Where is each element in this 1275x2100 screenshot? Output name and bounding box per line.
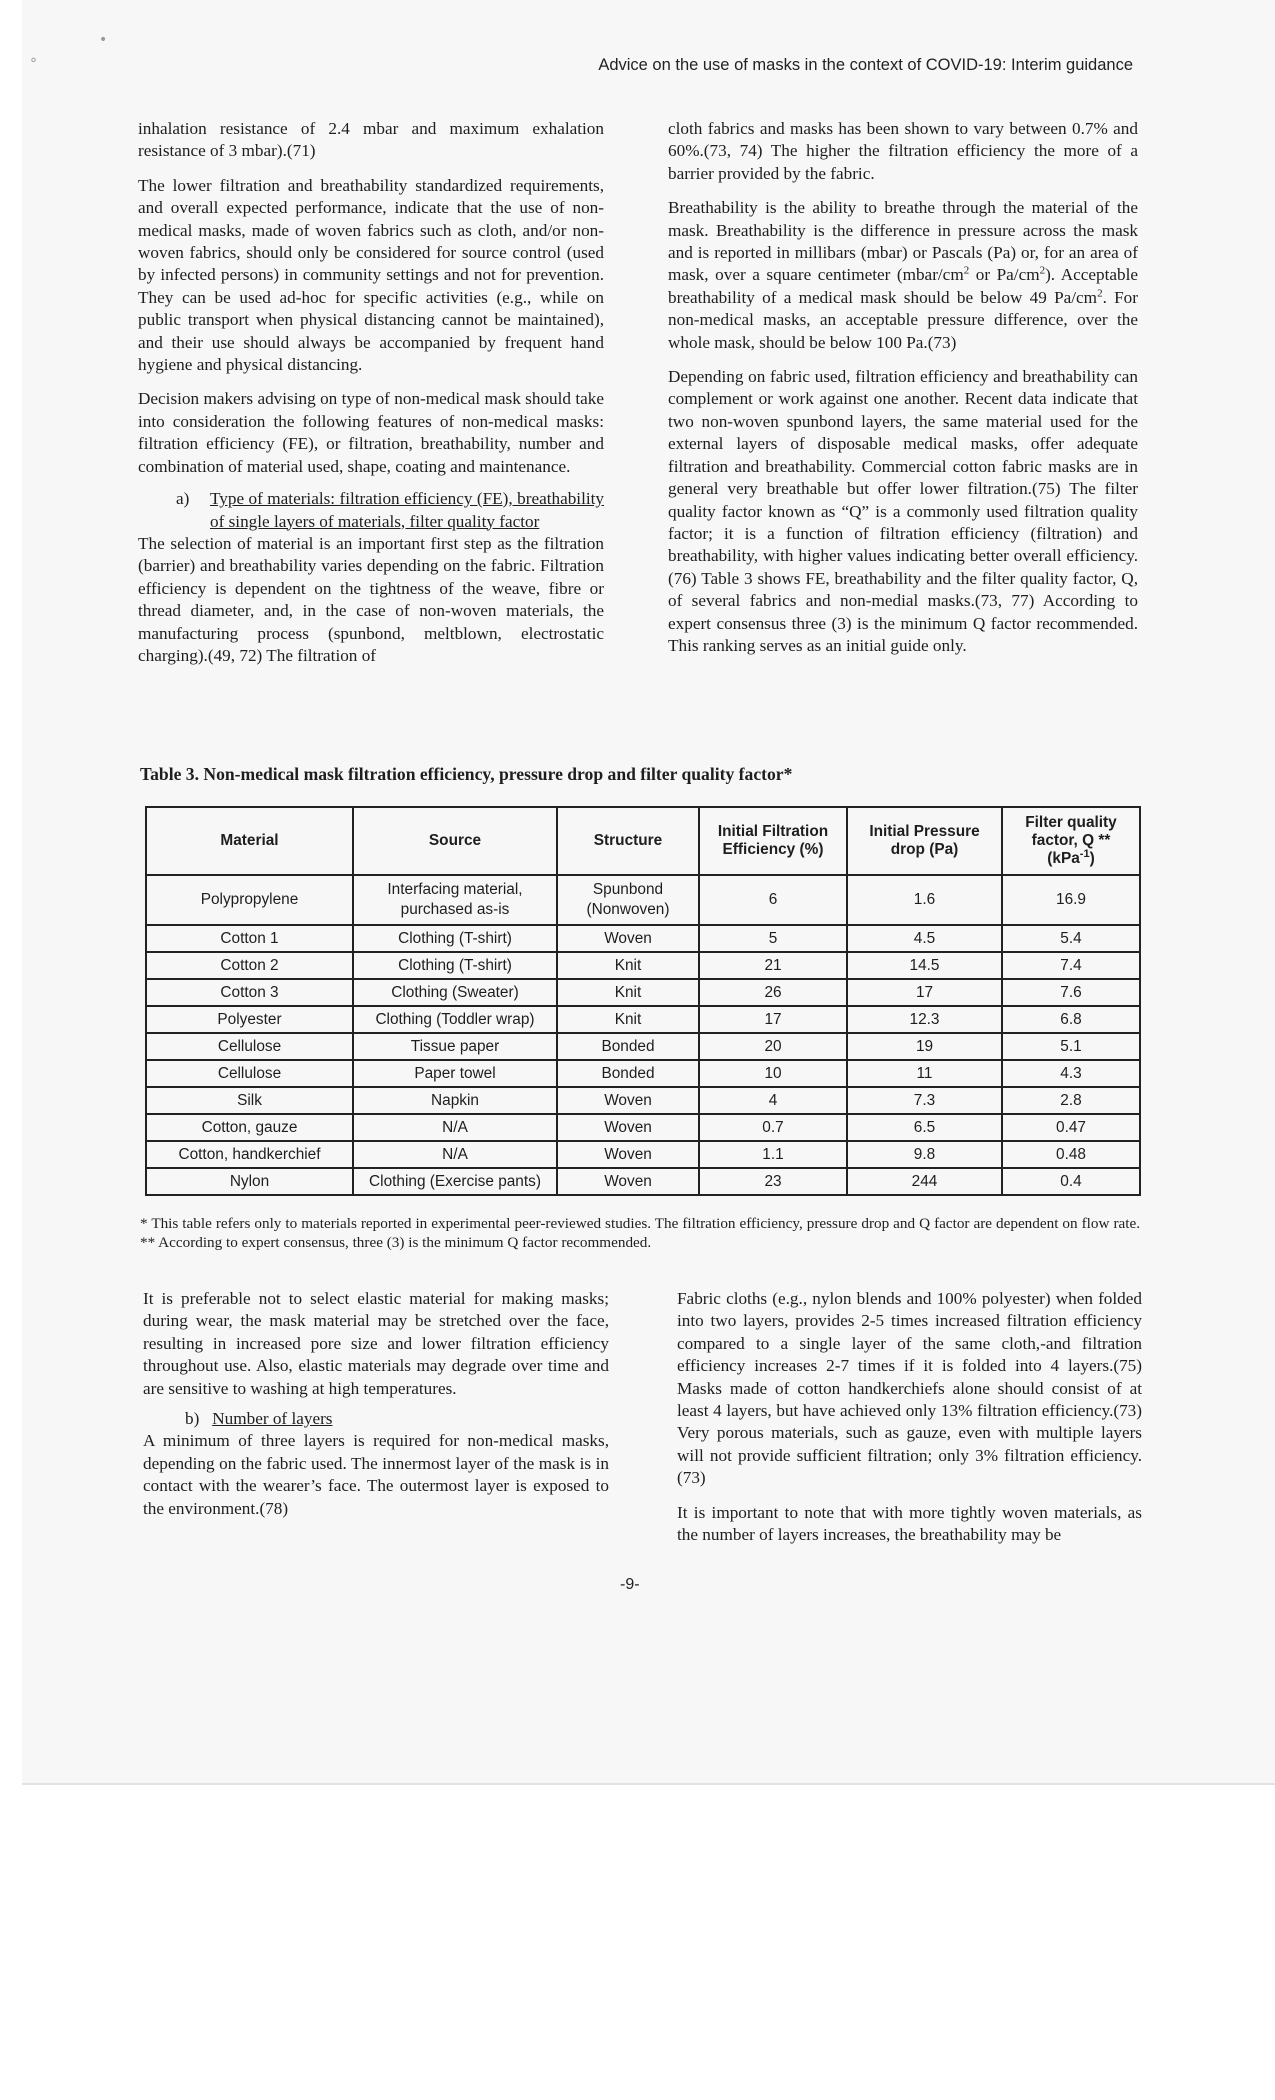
table-cell: Knit	[557, 979, 699, 1006]
table-cell: Polyester	[146, 1006, 353, 1033]
table-cell: 21	[699, 952, 847, 979]
table-cell: Woven	[557, 1114, 699, 1141]
superscript: 2	[1097, 287, 1103, 300]
table-cell: Clothing (Sweater)	[353, 979, 557, 1006]
table-cell: 23	[699, 1168, 847, 1195]
table-cell: 11	[847, 1060, 1002, 1087]
table-cell: 6	[699, 875, 847, 925]
table-cell: Tissue paper	[353, 1033, 557, 1060]
text-run: . For non-medical masks, an acceptable pressure difference, over the whole mask, should be below 100 Pa.(73)	[668, 287, 1138, 352]
table-cell: 1.1	[699, 1141, 847, 1168]
left-column-bottom	[143, 1288, 609, 1532]
scan-mark: °	[30, 56, 37, 72]
superscript: 2	[1039, 264, 1046, 277]
table-row	[146, 1141, 1140, 1168]
paragraph: A minimum of three layers is required for non-medical masks, depending on the fabric used. The innermost layer of the mask is in contact with the wearer’s face. The outermost layer is exposed to the environment.(78)	[143, 1431, 609, 1518]
paragraph: It is important to note that with more tightly woven materials, as the number of layers increases, the breathability may be	[677, 1502, 1142, 1545]
subheading-text: Type of materials: filtration efficiency (FE), breathability of single layers of materials, filter quality factor	[210, 489, 604, 531]
paragraph: The selection of material is an important first step as the filtration (barrier) and breathability varies depending on the fabric. Filtration efficiency is dependent on the tightness of the weave, fibre or thread diameter, and, in the case of non-woven materials, the manufacturing process (spunbond, meltblown, electrostatic charging).(49, 72) The filtration of	[138, 533, 604, 665]
table-cell: Woven	[557, 925, 699, 952]
filtration-table	[145, 806, 1141, 1196]
right-column-top	[668, 118, 1138, 669]
running-header: Advice on the use of masks in the context of COVID-19: Interim guidance	[598, 56, 1133, 74]
table-cell: Cellulose	[146, 1060, 353, 1087]
table-cell: 4.3	[1002, 1060, 1140, 1087]
table-cell: 17	[847, 979, 1002, 1006]
table-row	[146, 979, 1140, 1006]
table-cell: 1.6	[847, 875, 1002, 925]
unit-text: (kPa	[1047, 850, 1080, 867]
table-cell: 17	[699, 1006, 847, 1033]
table-cell: 5	[699, 925, 847, 952]
superscript: -1	[1079, 847, 1090, 860]
paragraph: inhalation resistance of 2.4 mbar and maximum exhalation resistance of 3 mbar).(71)	[138, 119, 604, 161]
table-cell: 4	[699, 1087, 847, 1114]
paragraph: Decision makers advising on type of non-medical mask should take into consideration the following features of non-medical masks: filtration efficiency (FE), or filtration, breathability, number and combination of material used, shape, coating and maintenance.	[138, 389, 604, 476]
table-cell: 9.8	[847, 1141, 1002, 1168]
table-cell: Bonded	[557, 1033, 699, 1060]
table-cell: 0.7	[699, 1114, 847, 1141]
table-header-row	[146, 807, 1140, 875]
right-column-bottom	[677, 1288, 1142, 1558]
table-cell: Interfacing material, purchased as-is	[353, 875, 557, 925]
table-cell: 6.5	[847, 1114, 1002, 1141]
table-cell: 2.8	[1002, 1087, 1140, 1114]
column-header: Material	[146, 807, 353, 875]
table-row	[146, 1168, 1140, 1195]
subheading-letter: a)	[176, 489, 190, 509]
table-cell: 26	[699, 979, 847, 1006]
text-run: ). Acceptable breathability of a medical mask should be below 49 Pa/cm	[668, 265, 1138, 307]
table-cell: Cotton, gauze	[146, 1114, 353, 1141]
table-row	[146, 1114, 1140, 1141]
table-caption: Table 3. Non-medical mask filtration efficiency, pressure drop and filter quality factor*	[140, 764, 793, 784]
page-number: -9-	[620, 1576, 640, 1593]
table-cell: Cellulose	[146, 1033, 353, 1060]
column-header: Structure	[557, 807, 699, 875]
table-cell: Nylon	[146, 1168, 353, 1195]
table-cell: 7.4	[1002, 952, 1140, 979]
table-cell: Silk	[146, 1087, 353, 1114]
table-cell: Cotton 2	[146, 952, 353, 979]
table-row	[146, 875, 1140, 925]
table-cell: 20	[699, 1033, 847, 1060]
table-cell: 244	[847, 1168, 1002, 1195]
paragraph: Depending on fabric used, filtration efficiency and breathability can complement or work against one another. Recent data indicate that two non-woven spunbond layers, the same material used for the external layers of disposable medical masks, offer adequate filtration and breathability. Commercial cotton fabric masks are in general very breathable but offer lower filtration.(75) The filter quality factor known as “Q” is a commonly used filtration quality factor; it is a function of filtration efficiency (filtration) and breathability, with higher values indicating better overall efficiency.(76) Table 3 shows FE, breathability and the filter quality factor, Q, of several fabrics and non-medial masks.(73, 77) According to expert consensus three (3) is the minimum Q factor recommended. This ranking serves as an initial guide only.	[668, 367, 1138, 655]
column-header-q	[1002, 807, 1140, 875]
subheading-text: Number of layers	[212, 1409, 333, 1429]
table-cell: Cotton, handkerchief	[146, 1141, 353, 1168]
table-cell: Woven	[557, 1168, 699, 1195]
superscript: 2	[963, 264, 970, 277]
table-cell: Napkin	[353, 1087, 557, 1114]
table-cell: 7.3	[847, 1087, 1002, 1114]
table-cell: 0.48	[1002, 1141, 1140, 1168]
paragraph: The lower filtration and breathability standardized requirements, and overall expected performance, indicate that the use of non-medical masks, made of woven fabrics such as cloth, and/or non-woven fabrics, should only be considered for source control (used by infected persons) in community settings and not for prevention. They can be used ad-hoc for specific activities (e.g., while on public transport when physical distancing cannot be maintained), and their use should always be accompanied by frequent hand hygiene and physical distancing.	[138, 175, 604, 375]
table-row	[146, 1087, 1140, 1114]
text-run: Breathability is the ability to breathe through the material of the mask. Breathability is the difference in pressure across the mask and is reported in millibars (mbar) or Pascals (Pa) or, for an area of mask, over a square centimeter (mbar/cm	[668, 198, 1138, 285]
table-cell: 6.8	[1002, 1006, 1140, 1033]
table-cell: 19	[847, 1033, 1002, 1060]
paragraph: Fabric cloths (e.g., nylon blends and 100% polyester) when folded into two layers, provides 2-5 times increased filtration efficiency compared to a single layer of the same cloth,-and filtration efficiency increases 2-7 times if it is folded into 4 layers.(75) Masks made of cotton handkerchiefs alone should consist of at least 4 layers, but have achieved only 13% filtration efficiency.(73) Very porous materials, such as gauze, even with multiple layers will not provide sufficient filtration; only 3% filtration efficiency. (73)	[677, 1289, 1142, 1488]
table-cell: N/A	[353, 1141, 557, 1168]
paragraph: It is preferable not to select elastic material for making masks; during wear, the mask material may be stretched over the face, resulting in increased pore size and lower filtration efficiency throughout use. Also, elastic materials may degrade over time and are sensitive to washing at high temperatures.	[143, 1289, 609, 1398]
table-cell: Clothing (T-shirt)	[353, 952, 557, 979]
text-run: or Pa/cm	[969, 265, 1040, 285]
table-cell: 12.3	[847, 1006, 1002, 1033]
table-cell: Clothing (Toddler wrap)	[353, 1006, 557, 1033]
table-cell: Knit	[557, 952, 699, 979]
subheading-a	[138, 488, 604, 533]
table-cell: Cotton 1	[146, 925, 353, 952]
table-row	[146, 1033, 1140, 1060]
table-cell: 0.47	[1002, 1114, 1140, 1141]
column-header: Initial Pressure drop (Pa)	[847, 807, 1002, 875]
subheading-b	[143, 1408, 609, 1430]
left-column-top	[138, 118, 604, 679]
table-row	[146, 952, 1140, 979]
table-cell: 7.6	[1002, 979, 1140, 1006]
table-row	[146, 1006, 1140, 1033]
column-header: Initial Filtration Efficiency (%)	[699, 807, 847, 875]
paragraph-breathability	[668, 197, 1138, 354]
table-row	[146, 1060, 1140, 1087]
table-cell: 5.4	[1002, 925, 1140, 952]
subheading-letter: b)	[185, 1409, 200, 1429]
table-row	[146, 925, 1140, 952]
table-cell: N/A	[353, 1114, 557, 1141]
table-cell: 5.1	[1002, 1033, 1140, 1060]
table-cell: Cotton 3	[146, 979, 353, 1006]
table-cell: Woven	[557, 1141, 699, 1168]
table-cell: Polypropylene	[146, 875, 353, 925]
table-cell: 10	[699, 1060, 847, 1087]
table-cell: 4.5	[847, 925, 1002, 952]
table-cell: Knit	[557, 1006, 699, 1033]
table-cell: 0.4	[1002, 1168, 1140, 1195]
table-cell: Woven	[557, 1087, 699, 1114]
table-cell: 16.9	[1002, 875, 1140, 925]
table-cell: Clothing (Exercise pants)	[353, 1168, 557, 1195]
table-cell: Spunbond (Nonwoven)	[557, 875, 699, 925]
table-cell: 14.5	[847, 952, 1002, 979]
header-text: Filter quality factor, Q **	[1025, 814, 1117, 849]
column-header: Source	[353, 807, 557, 875]
table-footnote: * This table refers only to materials reported in experimental peer-reviewed studies. The filtration efficiency, pressure drop and Q factor are dependent on flow rate. ** According to expert consensus, three (3) is the minimum Q factor recommended.	[140, 1215, 1140, 1251]
paragraph: cloth fabrics and masks has been shown to vary between 0.7% and 60%.(73, 74) The higher the filtration efficiency the more of a barrier provided by the fabric.	[668, 119, 1138, 183]
table-cell: Paper towel	[353, 1060, 557, 1087]
table-cell: Bonded	[557, 1060, 699, 1087]
table-cell: Clothing (T-shirt)	[353, 925, 557, 952]
scan-dot: •	[99, 32, 108, 48]
unit-text: )	[1089, 850, 1095, 867]
